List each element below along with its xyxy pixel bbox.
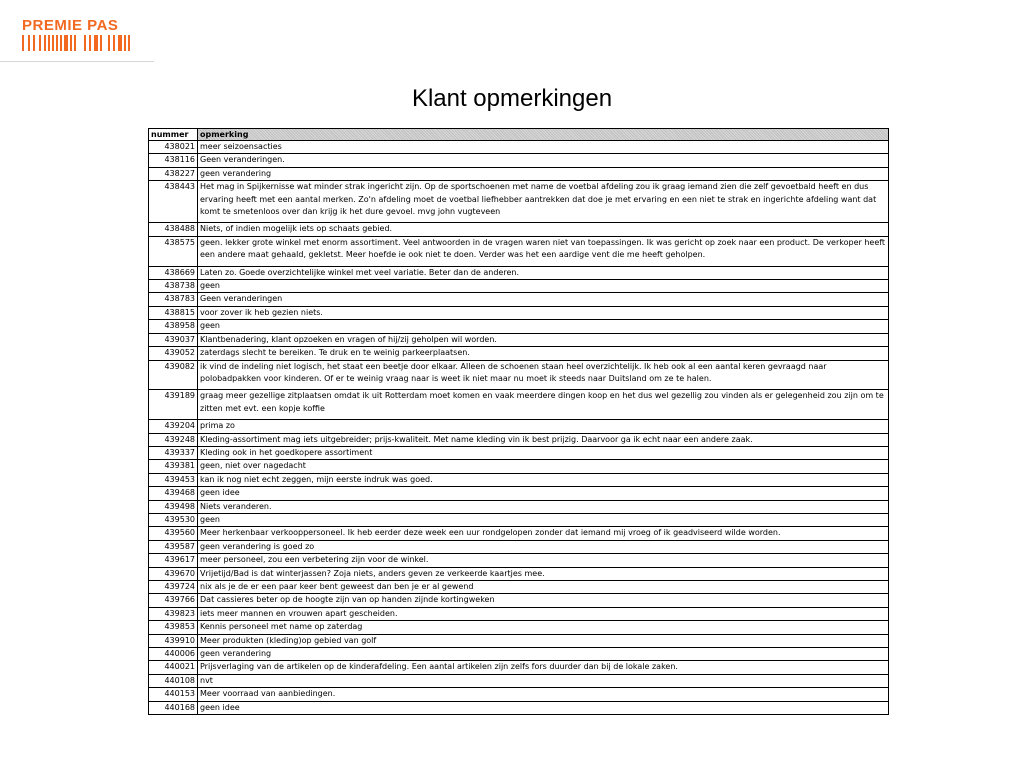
table-row bbox=[149, 540, 889, 553]
cell-number: 439381 bbox=[149, 460, 198, 473]
table-row bbox=[149, 306, 889, 319]
table-row bbox=[149, 360, 889, 390]
cell-remark: Geen veranderingen bbox=[198, 293, 889, 306]
cell-remark: geen verandering is goed zo bbox=[198, 540, 889, 553]
cell-remark: Kleding ook in het goedkopere assortiment bbox=[198, 446, 889, 459]
remarks-table-container bbox=[148, 128, 888, 715]
cell-remark: meer seizoensacties bbox=[198, 141, 889, 154]
cell-number: 439204 bbox=[149, 420, 198, 433]
cell-number: 439248 bbox=[149, 433, 198, 446]
table-header-row bbox=[149, 129, 889, 141]
remarks-table bbox=[148, 128, 889, 715]
cell-remark: Meer voorraad van aanbiedingen. bbox=[198, 688, 889, 701]
cell-remark: geen verandering bbox=[198, 648, 889, 661]
table-row bbox=[149, 554, 889, 567]
cell-remark: geen, niet over nagedacht bbox=[198, 460, 889, 473]
table-row bbox=[149, 487, 889, 500]
cell-remark: Kennis personeel met name op zaterdag bbox=[198, 621, 889, 634]
cell-number: 440006 bbox=[149, 648, 198, 661]
cell-remark: Klantbenadering, klant opzoeken en vragen of hij/zij geholpen wil worden. bbox=[198, 333, 889, 346]
cell-remark: Prijsverlaging van de artikelen op de kinderafdeling. Een aantal artikelen zijn zelfs fors duurder dan bij de lokale zaken. bbox=[198, 661, 889, 674]
cell-number: 438227 bbox=[149, 167, 198, 180]
cell-number: 439853 bbox=[149, 621, 198, 634]
cell-number: 440168 bbox=[149, 701, 198, 714]
cell-remark: Vrijetijd/Bad is dat winterjassen? Zoja niets, anders geven ze verkeerde kaartjes mee. bbox=[198, 567, 889, 580]
cell-number: 439189 bbox=[149, 390, 198, 420]
table-row bbox=[149, 607, 889, 620]
table-row bbox=[149, 420, 889, 433]
table-row bbox=[149, 333, 889, 346]
table-row bbox=[149, 513, 889, 526]
cell-number: 438443 bbox=[149, 181, 198, 223]
table-row bbox=[149, 446, 889, 459]
header-divider bbox=[0, 61, 154, 62]
table-row bbox=[149, 280, 889, 293]
cell-remark: Dat cassieres beter op de hoogte zijn van op handen zijnde kortingweken bbox=[198, 594, 889, 607]
table-row bbox=[149, 648, 889, 661]
cell-number: 439670 bbox=[149, 567, 198, 580]
table-body bbox=[149, 141, 889, 715]
cell-number: 439082 bbox=[149, 360, 198, 390]
cell-number: 438575 bbox=[149, 236, 198, 266]
cell-number: 439037 bbox=[149, 333, 198, 346]
cell-remark: ik vind de indeling niet logisch, het staat een beetje door elkaar. Alleen de schoenen staan heel overzichtelijk. Ik heb ook al een aantal keren gevraagd naar polobadpakken voor kinderen. Of er te weinig vraag naar is weet ik niet maar nu moet ik steeds naar Duitsland om ze te halen. bbox=[198, 360, 889, 390]
table-row bbox=[149, 527, 889, 540]
cell-remark: Meer herkenbaar verkooppersoneel. Ik heb eerder deze week een uur rondgelopen zonder dat iemand mij vroeg of ik geadviseerd wilde worden. bbox=[198, 527, 889, 540]
cell-number: 439337 bbox=[149, 446, 198, 459]
barcode-icon bbox=[22, 35, 132, 51]
cell-number: 439453 bbox=[149, 473, 198, 486]
cell-remark: Niets veranderen. bbox=[198, 500, 889, 513]
table-row bbox=[149, 390, 889, 420]
table-row bbox=[149, 223, 889, 236]
table-row bbox=[149, 347, 889, 360]
table-row bbox=[149, 266, 889, 279]
table-row bbox=[149, 567, 889, 580]
table-row bbox=[149, 181, 889, 223]
table-row bbox=[149, 141, 889, 154]
cell-remark: geen bbox=[198, 513, 889, 526]
cell-remark: Kleding-assortiment mag iets uitgebreider; prijs-kwaliteit. Met name kleding vin ik best prijzig. Daarvoor ga ik echt naar een andere zaak. bbox=[198, 433, 889, 446]
cell-number: 438815 bbox=[149, 306, 198, 319]
table-row bbox=[149, 236, 889, 266]
cell-number: 439766 bbox=[149, 594, 198, 607]
cell-remark: kan ik nog niet echt zeggen, mijn eerste indruk was goed. bbox=[198, 473, 889, 486]
table-row bbox=[149, 154, 889, 167]
cell-number: 439052 bbox=[149, 347, 198, 360]
cell-remark: Niets, of indien mogelijk iets op schaats gebied. bbox=[198, 223, 889, 236]
cell-number: 438488 bbox=[149, 223, 198, 236]
cell-number: 439823 bbox=[149, 607, 198, 620]
page-title: Klant opmerkingen bbox=[411, 85, 613, 112]
cell-remark: geen bbox=[198, 320, 889, 333]
cell-number: 439724 bbox=[149, 581, 198, 594]
cell-remark: geen bbox=[198, 280, 889, 293]
cell-number: 438783 bbox=[149, 293, 198, 306]
table-row bbox=[149, 674, 889, 687]
cell-remark: zaterdags slecht te bereiken. Te druk en te weinig parkeerplaatsen. bbox=[198, 347, 889, 360]
table-row bbox=[149, 688, 889, 701]
cell-remark: Meer produkten (kleding)op gebied van golf bbox=[198, 634, 889, 647]
cell-number: 440153 bbox=[149, 688, 198, 701]
cell-number: 439498 bbox=[149, 500, 198, 513]
cell-remark: geen verandering bbox=[198, 167, 889, 180]
table-row bbox=[149, 634, 889, 647]
table-row bbox=[149, 473, 889, 486]
cell-number: 440108 bbox=[149, 674, 198, 687]
cell-number: 438958 bbox=[149, 320, 198, 333]
cell-remark: graag meer gezellige zitplaatsen omdat ik uit Rotterdam moet komen en vaak meerdere dingen koop en het dus wel gezellig zou vinden als er gelegenheid zou zijn om te zitten met evt. een kopje koffie bbox=[198, 390, 889, 420]
table-row bbox=[149, 320, 889, 333]
cell-remark: voor zover ik heb gezien niets. bbox=[198, 306, 889, 319]
cell-remark: Het mag in Spijkernisse wat minder strak ingericht zijn. Op de sportschoenen met name de voetbal afdeling zou ik graag iemand zien die zelf gevoetbald heeft en dus ervaring heeft met een aantal merken. Zo'n afdeling moet de voetbal liefhebber aantrekken dat doe je met ervaring en een niet te strak en ingerichte afdeling want dat komt te smetenloos over dan krijg ik het dure gevoel. mvg john vugteveen bbox=[198, 181, 889, 223]
table-row bbox=[149, 661, 889, 674]
table-row bbox=[149, 433, 889, 446]
table-row bbox=[149, 293, 889, 306]
cell-remark: geen idee bbox=[198, 701, 889, 714]
cell-remark: iets meer mannen en vrouwen apart gescheiden. bbox=[198, 607, 889, 620]
cell-remark: Laten zo. Goede overzichtelijke winkel met veel variatie. Beter dan de anderen. bbox=[198, 266, 889, 279]
cell-number: 439560 bbox=[149, 527, 198, 540]
cell-remark: geen idee bbox=[198, 487, 889, 500]
table-row bbox=[149, 167, 889, 180]
cell-remark: meer personeel, zou een verbetering zijn voor de winkel. bbox=[198, 554, 889, 567]
cell-remark: nix als je de er een paar keer bent geweest dan ben je er al gewend bbox=[198, 581, 889, 594]
cell-number: 439617 bbox=[149, 554, 198, 567]
table-row bbox=[149, 460, 889, 473]
column-header-number: nummer bbox=[149, 129, 198, 141]
logo-text: PREMIE PAS bbox=[22, 17, 119, 34]
cell-number: 438669 bbox=[149, 266, 198, 279]
cell-number: 440021 bbox=[149, 661, 198, 674]
premie-pas-logo bbox=[22, 17, 132, 57]
cell-remark: prima zo bbox=[198, 420, 889, 433]
column-header-remark: opmerking bbox=[198, 129, 889, 141]
cell-remark: geen. lekker grote winkel met enorm assortiment. Veel antwoorden in de vragen waren niet van toepassingen. Ik was gericht op zoek naar een product. De verkoper heeft een andere maat gehaald, gekletst. Meer hoefde ie ook niet te doen. Verder was het een aardige vent die me heeft geholpen. bbox=[198, 236, 889, 266]
table-row bbox=[149, 594, 889, 607]
cell-number: 439530 bbox=[149, 513, 198, 526]
cell-remark: Geen veranderingen. bbox=[198, 154, 889, 167]
table-row bbox=[149, 621, 889, 634]
cell-remark: nvt bbox=[198, 674, 889, 687]
cell-number: 439587 bbox=[149, 540, 198, 553]
cell-number: 438116 bbox=[149, 154, 198, 167]
cell-number: 438021 bbox=[149, 141, 198, 154]
cell-number: 438738 bbox=[149, 280, 198, 293]
table-row bbox=[149, 701, 889, 714]
table-row bbox=[149, 500, 889, 513]
table-row bbox=[149, 581, 889, 594]
cell-number: 439468 bbox=[149, 487, 198, 500]
cell-number: 439910 bbox=[149, 634, 198, 647]
